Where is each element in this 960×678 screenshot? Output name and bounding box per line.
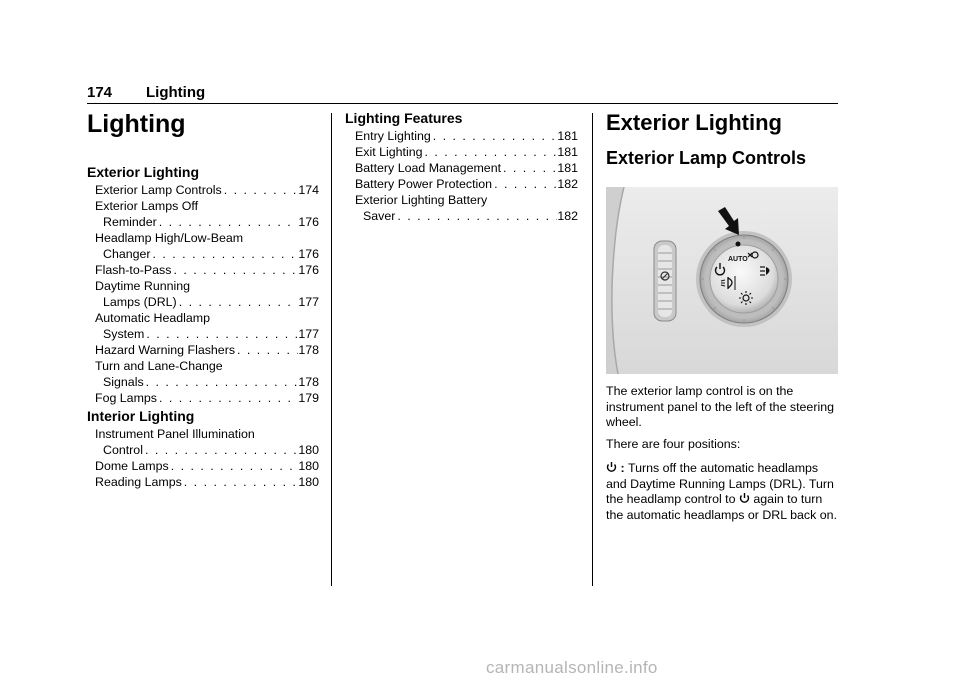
toc-entry-title: Turn and Lane-Change — [95, 359, 223, 373]
toc-entry-title: System — [103, 327, 145, 341]
toc-list-interior — [95, 426, 319, 490]
exterior-lighting-heading: Exterior Lighting — [606, 110, 782, 135]
toc-entry[interactable] — [95, 458, 319, 474]
toc-leader-dots — [177, 294, 299, 310]
power-icon — [606, 461, 617, 473]
toc-entry[interactable] — [355, 160, 578, 176]
off-text-a: Turns off the automatic headlamps and Daytime Running Lamps (DRL). Turn the headlamp control to — [606, 461, 834, 506]
toc-leader-dots — [235, 342, 298, 358]
toc-entry-page: 180 — [298, 459, 319, 473]
toc-leader-dots — [144, 326, 298, 342]
toc-entry-title: Exterior Lighting Battery — [355, 193, 488, 207]
toc-entry-page: 174 — [298, 183, 319, 197]
toc-entry-page: 181 — [557, 161, 578, 175]
toc-entry-title: Instrument Panel Illumination — [95, 427, 255, 441]
toc-entry-title: Exit Lighting — [355, 145, 423, 159]
toc-entry-title: Changer — [103, 247, 151, 261]
toc-entry[interactable] — [95, 262, 319, 278]
toc-entry-page: 178 — [298, 343, 319, 357]
toc-leader-dots — [143, 442, 298, 458]
toc-list-features — [355, 128, 578, 224]
toc-entry[interactable] — [95, 278, 319, 294]
toc-leader-dots — [151, 246, 299, 262]
toc-entry-page: 177 — [298, 327, 319, 341]
toc-entry[interactable] — [95, 182, 319, 198]
toc-section-heading-exterior: Exterior Lighting — [87, 164, 199, 180]
page-number: 174 — [87, 84, 113, 101]
toc-leader-dots — [157, 214, 299, 230]
toc-entry-title: Headlamp High/Low-Beam — [95, 231, 244, 245]
off-lead: : — [617, 461, 629, 475]
toc-leader-dots — [395, 208, 557, 224]
toc-entry-title: Fog Lamps — [95, 391, 157, 405]
toc-entry[interactable] — [95, 390, 319, 406]
toc-entry-page: 177 — [298, 295, 319, 309]
toc-entry-title: Battery Load Management — [355, 161, 502, 175]
toc-entry[interactable] — [95, 474, 319, 490]
toc-entry[interactable] — [95, 198, 319, 214]
toc-entry-title: Dome Lamps — [95, 459, 169, 473]
toc-entry-title: Lamps (DRL) — [103, 295, 177, 309]
toc-entry[interactable] — [95, 246, 319, 262]
toc-entry[interactable] — [95, 326, 319, 342]
toc-entry[interactable] — [355, 208, 578, 224]
toc-entry-title: Flash-to-Pass — [95, 263, 172, 277]
toc-entry-title: Saver — [363, 209, 396, 223]
toc-entry[interactable] — [95, 342, 319, 358]
toc-entry-page: 179 — [298, 391, 319, 405]
headlamp-control-knob — [696, 231, 792, 327]
off-text-b: again to turn the automatic headlamps or DRL back on. — [606, 492, 837, 522]
column-divider-1 — [331, 113, 332, 586]
toc-entry-title: Hazard Warning Flashers — [95, 343, 236, 357]
toc-entry[interactable] — [95, 230, 319, 246]
toc-entry-page: 176 — [298, 263, 319, 277]
toc-section-heading-interior: Interior Lighting — [87, 408, 195, 424]
toc-entry[interactable] — [95, 358, 319, 374]
toc-entry[interactable] — [95, 374, 319, 390]
toc-entry-page: 181 — [557, 129, 578, 143]
toc-leader-dots — [169, 458, 299, 474]
toc-entry[interactable] — [95, 310, 319, 326]
toc-entry-title: Battery Power Protection — [355, 177, 493, 191]
toc-entry-page: 182 — [557, 209, 578, 223]
main-title: Lighting — [87, 110, 186, 138]
toc-entry[interactable] — [95, 426, 319, 442]
toc-entry-title: Signals — [103, 375, 144, 389]
toc-leader-dots — [501, 160, 557, 176]
toc-entry[interactable] — [355, 128, 578, 144]
toc-entry-title: Entry Lighting — [355, 129, 431, 143]
toc-leader-dots — [431, 128, 558, 144]
paragraph-positions: There are four positions: — [606, 437, 741, 451]
toc-entry-title: Reading Lamps — [95, 475, 182, 489]
toc-entry[interactable] — [355, 144, 578, 160]
toc-entry[interactable] — [95, 442, 319, 458]
toc-entry-page: 180 — [298, 475, 319, 489]
toc-entry-title: Exterior Lamps Off — [95, 199, 199, 213]
toc-leader-dots — [144, 374, 299, 390]
toc-leader-dots — [182, 474, 299, 490]
toc-entry-title: Daytime Running — [95, 279, 191, 293]
toc-entry-title: Automatic Headlamp — [95, 311, 211, 325]
auto-label: AUTO — [728, 256, 748, 263]
power-icon — [739, 492, 750, 504]
toc-entry-page: 178 — [298, 375, 319, 389]
toc-entry-title: Control — [103, 443, 143, 457]
exterior-lamp-controls-heading: Exterior Lamp Controls — [606, 148, 807, 168]
lamp-control-photo — [606, 187, 838, 374]
watermark: carmanualsonline.info — [486, 658, 658, 677]
toc-list-exterior — [95, 182, 319, 406]
toc-leader-dots — [423, 144, 558, 160]
column-divider-2 — [592, 113, 593, 586]
toc-entry-title: Reminder — [103, 215, 157, 229]
chapter-title: Lighting — [146, 84, 206, 101]
toc-entry-page: 180 — [298, 443, 319, 457]
toc-entry[interactable] — [355, 192, 578, 208]
toc-leader-dots — [171, 262, 298, 278]
toc-leader-dots — [157, 390, 298, 406]
toc-entry-page: 176 — [298, 215, 319, 229]
paragraph-off-position — [606, 461, 838, 523]
toc-entry-page: 176 — [298, 247, 319, 261]
toc-entry-page: 182 — [557, 177, 578, 191]
toc-entry[interactable] — [355, 176, 578, 192]
toc-leader-dots — [222, 182, 299, 198]
toc-entry-title: Exterior Lamp Controls — [95, 183, 222, 197]
header-rule — [87, 103, 838, 104]
toc-leader-dots — [492, 176, 557, 192]
paragraph-location: The exterior lamp control is on the instrument panel to the left of the steering wheel. — [606, 384, 834, 429]
toc-entry[interactable] — [95, 294, 319, 310]
toc-entry[interactable] — [95, 214, 319, 230]
toc-entry-page: 181 — [557, 145, 578, 159]
dimmer-thumbwheel — [654, 241, 676, 321]
toc-section-heading-features: Lighting Features — [345, 110, 463, 126]
